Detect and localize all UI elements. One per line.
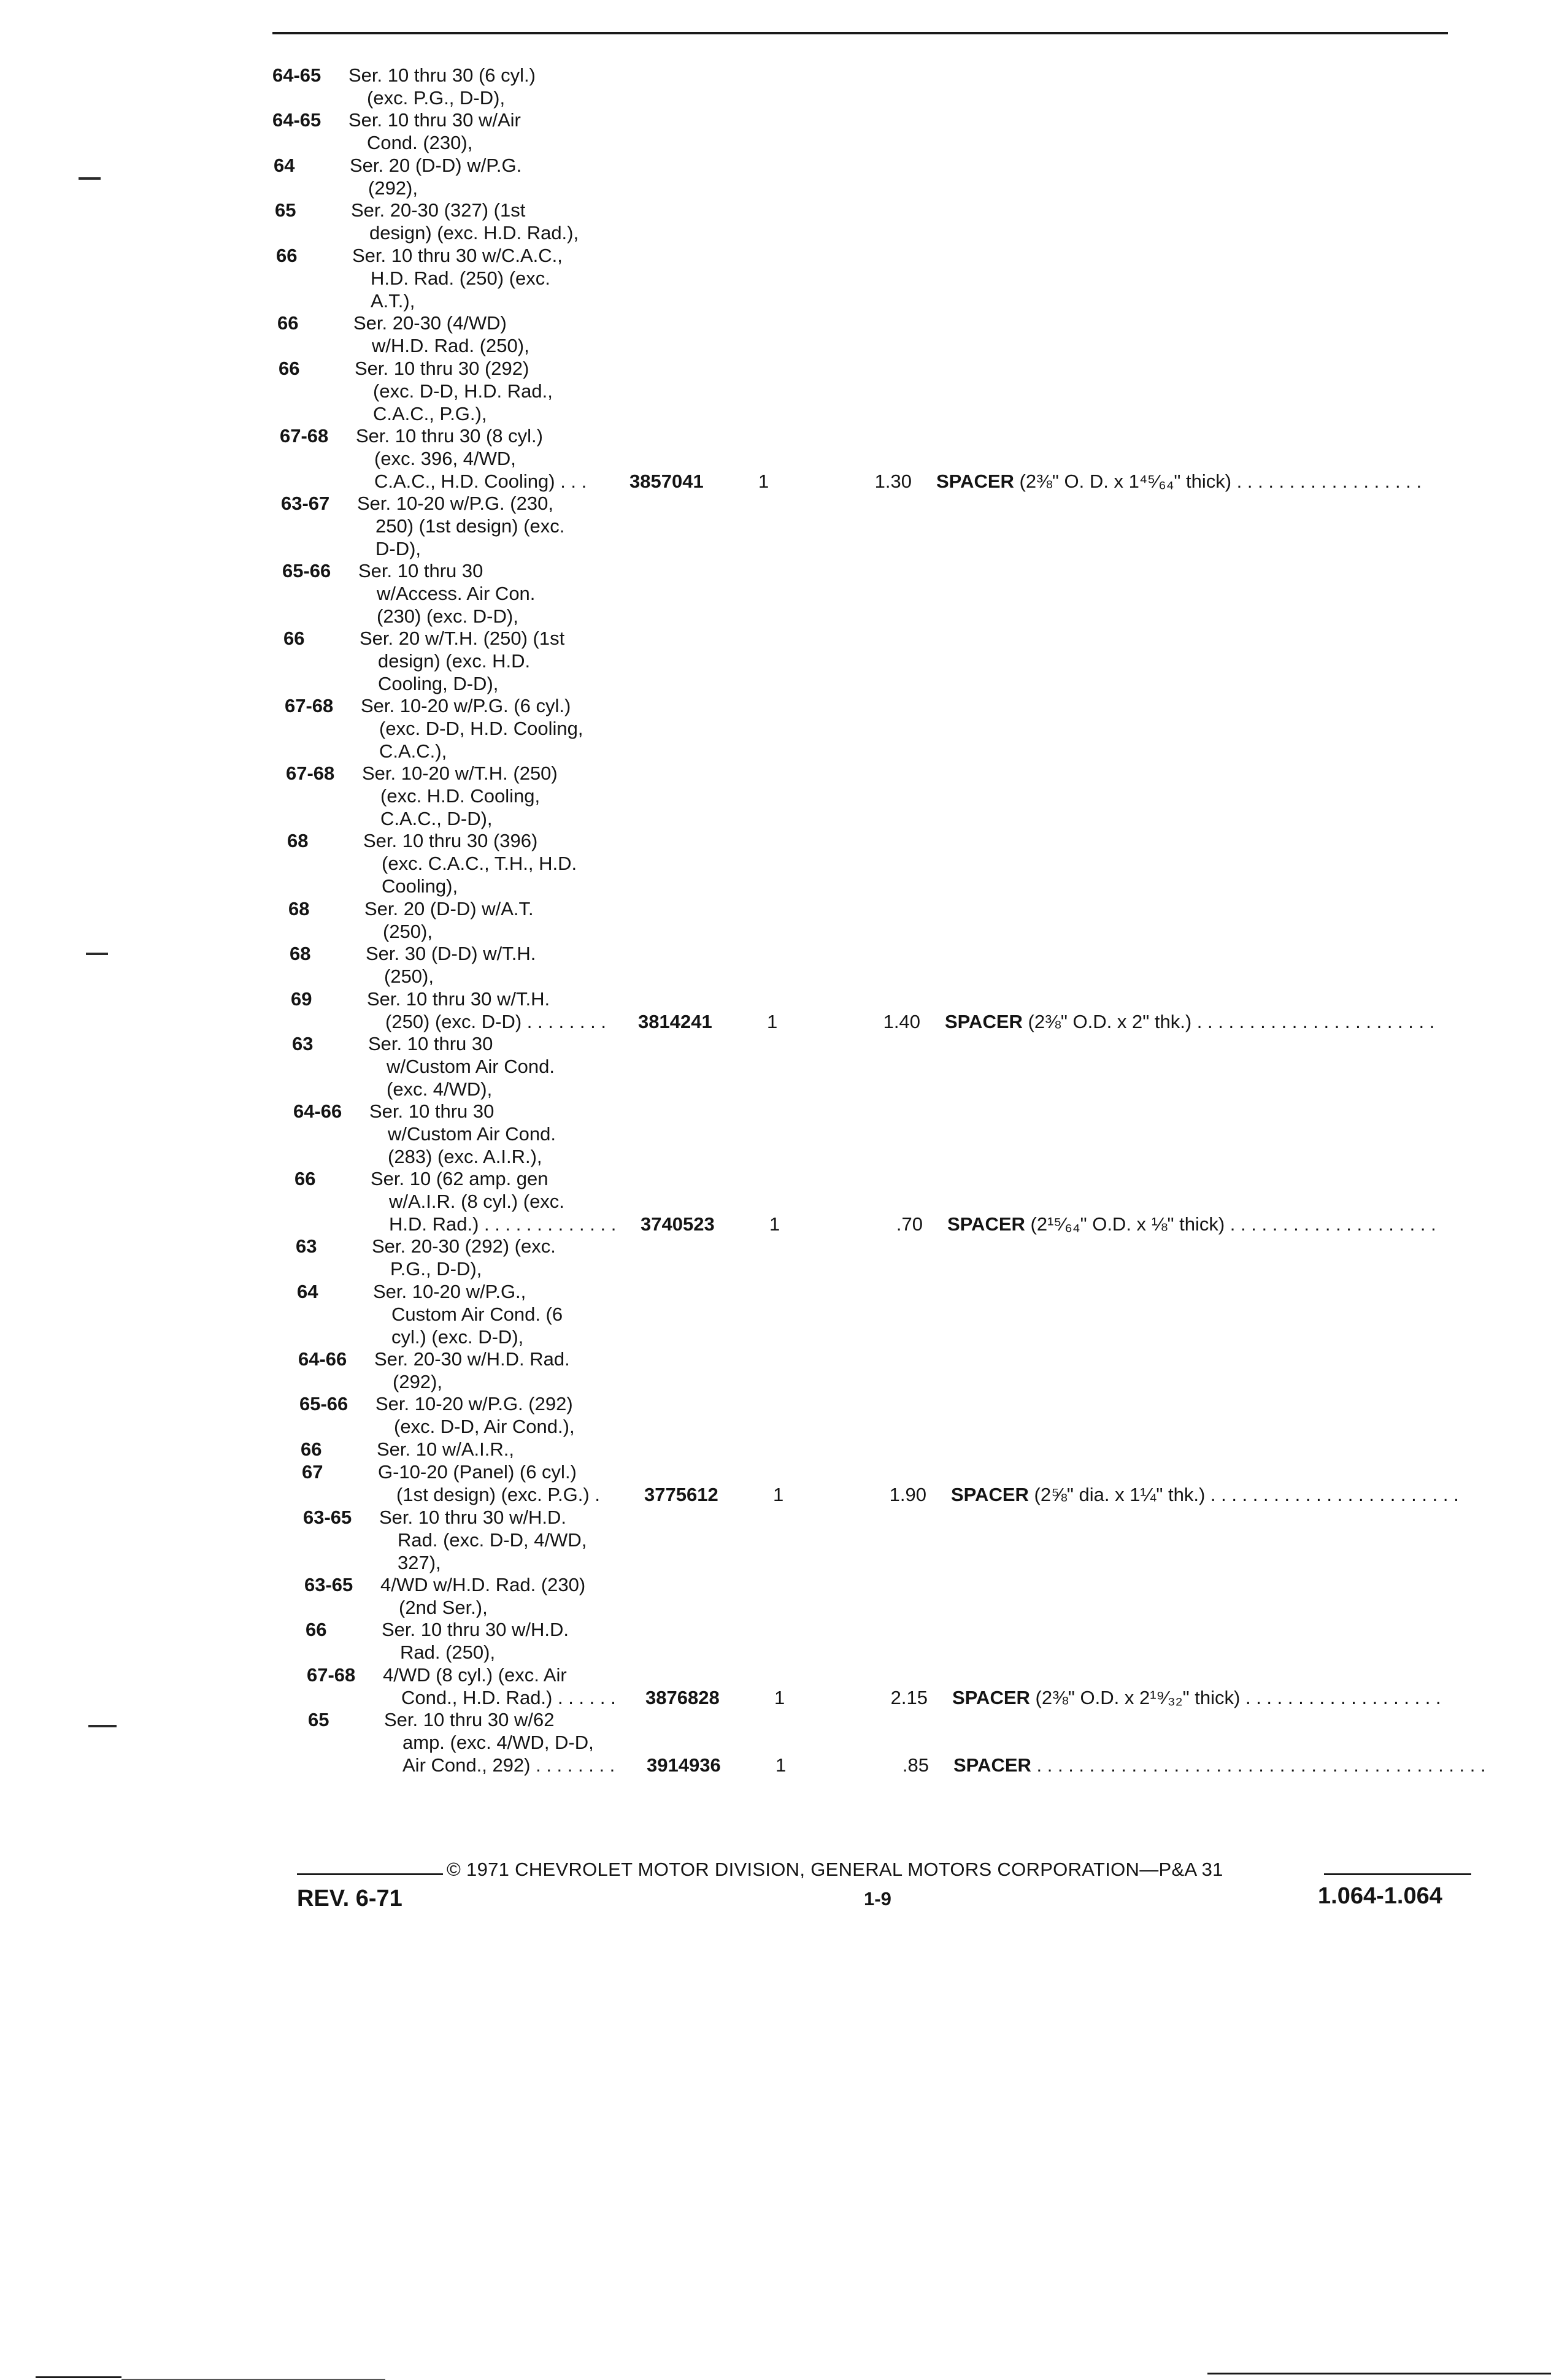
description-line: (292), [368,177,418,199]
description-line: Ser. 10 thru 30 (6 cyl.) [348,64,536,86]
model-years: 65-66 [299,1393,348,1415]
description-line: G-10-20 (Panel) (6 cyl.) [378,1461,577,1483]
application-description [371,1167,616,1235]
description-line: Ser. 10 thru 30 w/H.D. [379,1507,566,1528]
price: .85 [902,1754,929,1776]
description-line: Custom Air Cond. (6 [391,1303,563,1325]
part-number: 3775612 [644,1484,718,1505]
model-years: 69 [291,988,312,1010]
application-description [352,244,563,312]
description-line: Ser. 10 thru 30 (8 cyl.) [356,425,543,447]
model-years: 66 [277,312,299,334]
application-description [348,109,521,154]
part-spec: (2⅜" O. D. x 1⁴⁵⁄₆₄" thick) . . . . . . . . . . . . . . . . . . [1014,470,1422,492]
quantity: 1 [773,1484,784,1505]
application-description [383,1664,616,1709]
description-line: C.A.C.), [379,740,447,762]
part-description [945,1010,1497,1033]
description-line: H.D. Rad. (250) (exc. [371,267,550,289]
model-years: 65-66 [282,560,331,582]
description-line: A.T.), [371,290,415,312]
description-line: (250), [384,965,434,987]
description-line: Cooling, D-D), [378,673,499,694]
description-line: Cond., H.D. Rad.) . . . . . . [401,1687,616,1708]
model-years: 67-68 [280,425,329,447]
model-years: 68 [288,898,310,919]
application-description [369,1100,556,1168]
part-spec: (2⅜" O.D. x 2" thk.) . . . . . . . . . . . . . . . . . . . . . . . [1022,1011,1435,1032]
description-line: Ser. 20-30 (327) (1st [351,199,526,221]
application-description [350,154,521,199]
description-line: w/H.D. Rad. (250), [372,335,529,356]
price: 1.90 [889,1484,926,1505]
description-line: (292), [393,1371,442,1392]
model-years: 67-68 [307,1664,356,1686]
part-name: SPACER [951,1484,1029,1505]
model-years: 64 [274,155,295,176]
part-spec: (2⅝" dia. x 1¼" thk.) . . . . . . . . . . . . . . . . . . . . . . . . [1028,1484,1459,1505]
description-line: amp. (exc. 4/WD, D-D, [402,1732,594,1753]
model-years: 66 [279,358,300,379]
description-line: (1st design) (exc. P.G.) . [396,1484,600,1505]
application-description [380,1573,585,1619]
part-name: SPACER [952,1687,1030,1708]
margin-mark [88,1725,117,1727]
model-years: 68 [287,830,309,851]
application-description [377,1438,514,1461]
description-line: design) (exc. H.D. [378,650,531,672]
model-years: 63-65 [304,1574,353,1595]
model-years: 66 [276,245,298,266]
model-years: 66 [306,1619,327,1640]
model-years: 63 [296,1235,317,1257]
description-line: 4/WD w/H.D. Rad. (230) [380,1574,586,1595]
part-number: 3876828 [645,1687,720,1708]
margin-mark [79,177,101,180]
application-description [384,1708,615,1776]
description-line: Ser. 10 thru 30 [369,1100,495,1122]
description-line: Ser. 10 thru 30 w/T.H. [367,988,550,1010]
application-description [360,627,564,695]
description-line: Ser. 10-20 w/P.G. (230, [357,493,553,514]
description-line: Ser. 10 thru 30 w/H.D. [382,1619,569,1640]
description-line: C.A.C., P.G.), [373,403,487,424]
quantity: 1 [776,1754,787,1776]
description-line: Ser. 10-20 w/P.G., [373,1281,526,1302]
price: 1.30 [874,470,912,492]
application-description [364,897,534,943]
part-name: SPACER [953,1754,1031,1776]
description-line: Cooling), [382,875,458,897]
model-years: 65 [308,1709,329,1730]
part-number: 3814241 [638,1011,712,1032]
description-line: H.D. Rad.) . . . . . . . . . . . . . [389,1213,617,1235]
application-description [378,1461,600,1506]
description-line: Ser. 20-30 w/H.D. Rad. [374,1348,570,1370]
application-description [355,357,553,425]
model-years: 64-65 [272,109,321,131]
description-line: Ser. 10-20 w/P.G. (6 cyl.) [361,695,571,716]
model-years: 66 [283,628,305,649]
description-line: (2nd Ser.), [399,1597,488,1618]
quantity: 1 [774,1687,785,1708]
description-line: 4/WD (8 cyl.) (exc. Air [383,1664,567,1686]
description-line: (exc. 396, 4/WD, [374,448,516,469]
part-number: 3857041 [629,470,704,492]
model-years: 64-66 [298,1348,347,1370]
description-line: Ser. 20-30 (4/WD) [353,312,507,334]
description-line: Ser. 10 w/A.I.R., [377,1438,514,1460]
description-line: Ser. 20-30 (292) (exc. [372,1235,556,1257]
description-line: Ser. 10 thru 30 w/C.A.C., [352,245,563,266]
model-years: 67-68 [285,695,334,716]
description-line: Ser. 10 thru 30 [368,1033,493,1054]
footer-rule-right [1324,1873,1471,1875]
description-line: design) (exc. H.D. Rad.), [369,222,579,244]
description-line: (exc. D-D, H.D. Rad., [373,380,553,402]
revision-label: REV. 6-71 [297,1886,402,1911]
part-spec: (2⅜" O.D. x 2¹⁹⁄₃₂" thick) . . . . . . . . . . . . . . . . . . . [1030,1687,1441,1708]
description-line: Ser. 10 thru 30 (396) [363,830,538,851]
description-line: (250), [383,921,433,942]
application-description [374,1348,570,1393]
description-line: Ser. 10 thru 30 w/62 [384,1709,555,1730]
part-name: SPACER [945,1011,1023,1032]
application-description [368,1032,555,1100]
description-line: 327), [398,1552,441,1573]
part-name: SPACER [936,470,1014,492]
part-description [951,1483,1503,1506]
description-line: w/Custom Air Cond. [388,1123,556,1145]
application-description [356,424,587,493]
description-line: Ser. 20 (D-D) w/P.G. [350,155,522,176]
part-number: 3740523 [641,1213,715,1235]
application-description [362,762,558,830]
copyright-notice: © 1971 CHEVROLET MOTOR DIVISION, GENERAL MOTORS CORPORATION—P&A 31 [447,1859,1223,1880]
description-line: w/Custom Air Cond. [387,1056,555,1077]
description-line: C.A.C., D-D), [380,808,493,829]
model-years: 64-66 [293,1100,342,1122]
application-description [351,199,579,244]
application-description [373,1280,563,1348]
model-years: 63-65 [303,1507,352,1528]
description-line: C.A.C., H.D. Cooling) . . . [374,470,587,492]
description-line: Ser. 10 thru 30 [358,560,483,582]
model-years: 67 [302,1461,323,1483]
model-years: 65 [275,199,296,221]
part-description [953,1754,1506,1776]
quantity: 1 [769,1213,780,1235]
description-line: Ser. 10 thru 30 (292) [355,358,529,379]
description-line: (250) (exc. D-D) . . . . . . . . [385,1011,606,1032]
model-years: 63 [292,1033,314,1054]
description-line: (283) (exc. A.I.R.), [388,1146,542,1167]
model-years: 66 [301,1438,322,1460]
application-description [382,1618,569,1664]
margin-mark [86,953,108,955]
price: .70 [896,1213,923,1235]
application-description [379,1506,587,1574]
description-line: Rad. (exc. D-D, 4/WD, [398,1529,587,1551]
part-description [947,1213,1499,1235]
part-number: 3914936 [647,1754,721,1776]
description-line: Ser. 30 (D-D) w/T.H. [366,943,536,964]
description-line: (exc. H.D. Cooling, [380,785,541,807]
quantity: 1 [767,1011,778,1032]
application-description [353,312,529,357]
description-line: Air Cond., 292) . . . . . . . . [402,1754,615,1776]
application-description [367,988,606,1033]
model-years: 66 [294,1168,316,1189]
description-line: cyl.) (exc. D-D), [391,1326,524,1348]
description-line: w/Access. Air Con. [377,583,536,604]
application-description [348,64,536,109]
part-spec: (2¹⁵⁄₆₄" O.D. x ⅛" thick) . . . . . . . . . . . . . . . . . . . . [1025,1213,1436,1235]
description-line: Cond. (230), [367,132,473,153]
description-line: 250) (1st design) (exc. [375,515,565,537]
group-number: 1.064-1.064 [1318,1883,1442,1909]
description-line: Ser. 10 thru 30 w/Air [348,109,521,131]
top-rule [272,32,1448,34]
footer-rule-left [297,1873,443,1875]
description-line: Rad. (250), [400,1641,496,1663]
application-description [366,942,536,988]
application-description [357,492,564,560]
description-line: Ser. 10-20 w/P.G. (292) [375,1393,573,1415]
application-description [363,829,577,897]
description-line: D-D), [375,538,421,559]
description-line: w/A.I.R. (8 cyl.) (exc. [389,1191,564,1212]
page-number: 1-9 [864,1888,891,1910]
model-years: 64-65 [272,64,321,86]
quantity: 1 [758,470,769,492]
description-line: P.G., D-D), [390,1258,482,1280]
application-description [375,1392,575,1438]
bottom-rule-left [36,2376,121,2378]
description-line: Ser. 20 (D-D) w/A.T. [364,898,534,919]
price: 2.15 [890,1687,928,1708]
part-description [936,470,1488,493]
description-line: Ser. 10 (62 amp. gen [371,1168,548,1189]
price: 1.40 [883,1011,920,1032]
description-line: (exc. D-D, H.D. Cooling, [379,718,583,739]
part-spec: . . . . . . . . . . . . . . . . . . . . . . . . . . . . . . . . . . . . . . . . . . . [1031,1754,1486,1776]
model-years: 63-67 [281,493,330,514]
description-line: Ser. 10-20 w/T.H. (250) [362,762,558,784]
description-line: (exc. D-D, Air Cond.), [394,1416,575,1437]
description-line: (exc. P.G., D-D), [367,87,506,109]
description-line: (exc. C.A.C., T.H., H.D. [382,853,577,874]
bottom-rule-right [1207,2373,1551,2374]
application-description [361,694,583,762]
application-description [372,1235,556,1280]
model-years: 64 [297,1281,318,1302]
model-years: 68 [290,943,311,964]
part-name: SPACER [947,1213,1025,1235]
description-line: (230) (exc. D-D), [377,605,518,627]
description-line: (exc. 4/WD), [387,1078,493,1100]
description-line: Ser. 20 w/T.H. (250) (1st [360,628,565,649]
model-years: 67-68 [286,762,335,784]
part-description [952,1686,1504,1709]
application-description [358,559,535,628]
